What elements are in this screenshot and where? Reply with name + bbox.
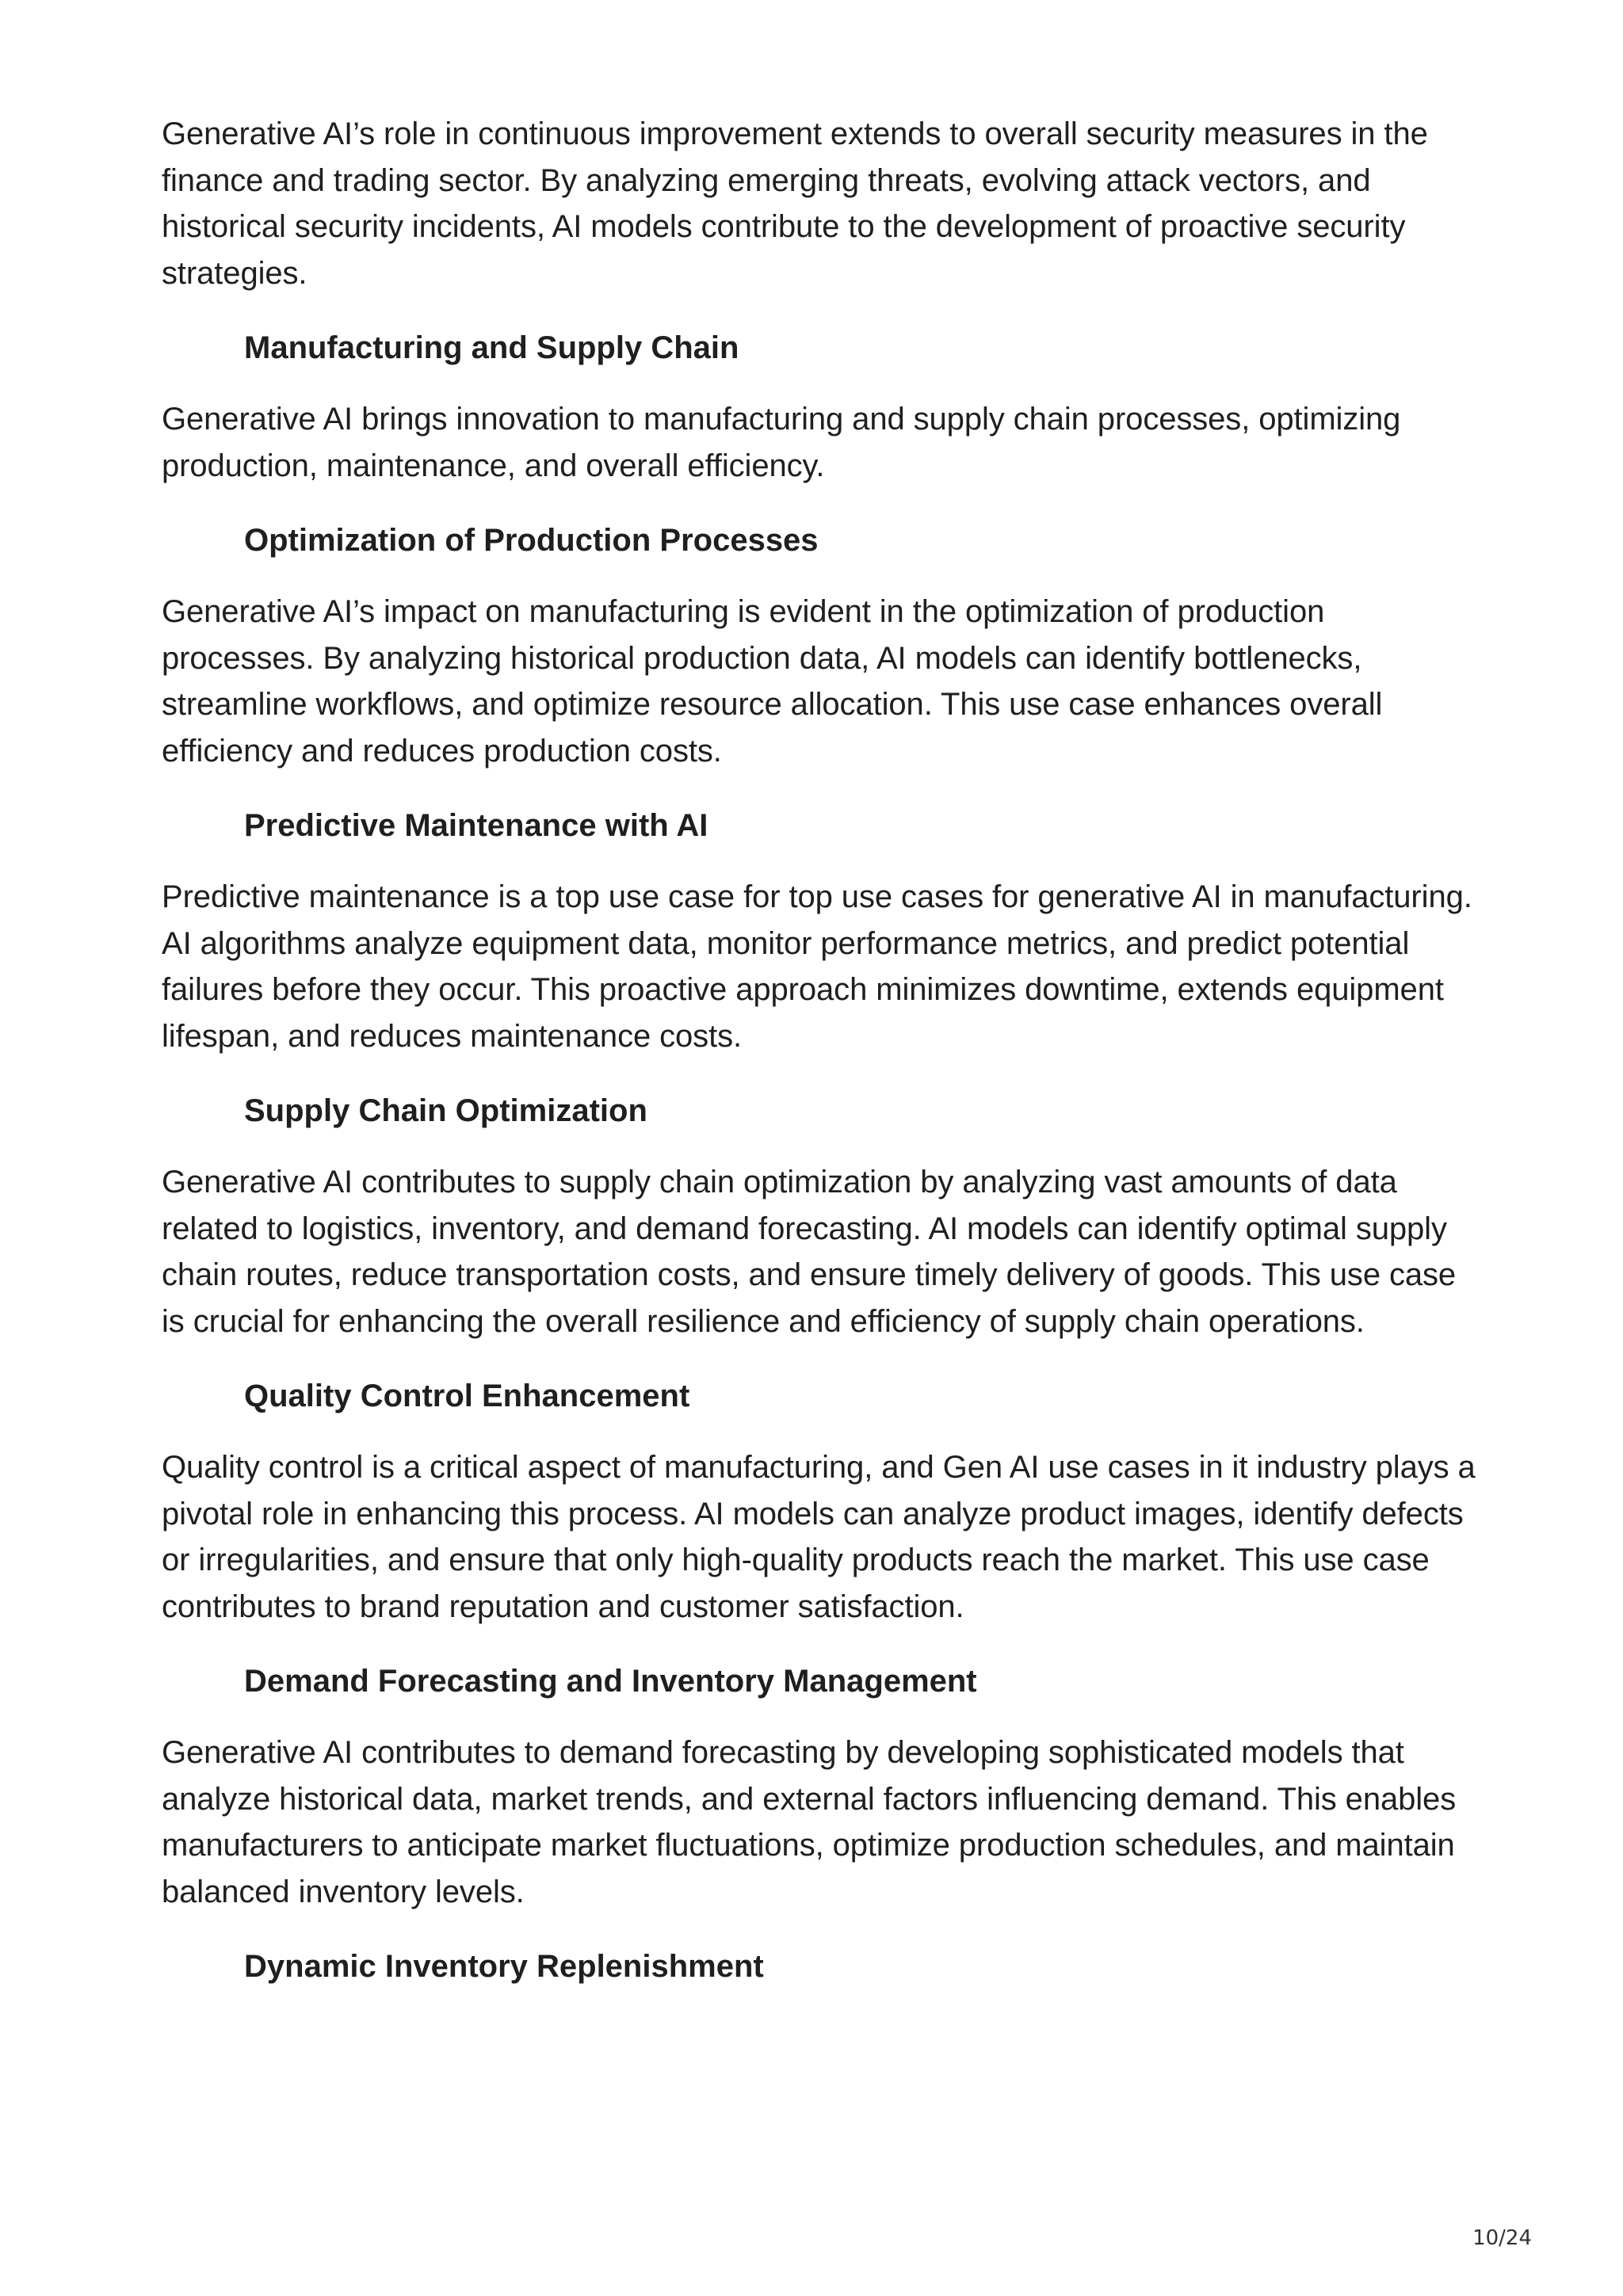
heading-supply-chain-optimization: Supply Chain Optimization [244,1093,647,1128]
heading-predictive-maintenance: Predictive Maintenance with AI [244,808,708,843]
paragraph-quality-control: Quality control is a critical aspect of manufacturing, and Gen AI use cases in it industry plays a pivotal role in enhancing this process. AI models can analyze product images, identify defects or irregularities, and ensure that only high-quality products reach the market. This use case contributes to brand reputation and customer satisfaction. [162,1450,1476,1624]
paragraph-supply-chain-optimization: Generative AI contributes to supply chain optimization by analyzing vast amounts of data related to logistics, inventory, and demand forecasting. AI models can identify optimal supply chain routes, reduce transportation costs, and ensure timely delivery of goods. This use case is crucial for enhancing the overall resilience and efficiency of supply chain operations. [162,1165,1457,1339]
heading-production-optimization: Optimization of Production Processes [244,523,819,558]
heading-quality-control: Quality Control Enhancement [244,1379,690,1413]
paragraph-production-optimization: Generative AI’s impact on manufacturing is evident in the optimization of production processes. By analyzing historical production data, AI models can identify bottlenecks, streamline workflows, and optimize resource allocation. This use case enhances overall efficiency and reduces production costs. [162,594,1383,769]
heading-inventory-replenishment: Dynamic Inventory Replenishment [244,1949,764,1984]
paragraph-manufacturing-intro: Generative AI brings innovation to manufacturing and supply chain processes, optimizing production, maintenance, and overall efficiency. [162,402,1401,483]
page-number: 10/24 [1472,2226,1532,2250]
paragraph-security-improvement: Generative AI’s role in continuous improvement extends to overall security measures in the finance and trading sector. By analyzing emerging threats, evolving attack vectors, and historical security incidents, AI models contribute to the development of proactive security strategies. [162,116,1428,291]
paragraph-predictive-maintenance: Predictive maintenance is a top use case for top use cases for generative AI in manufacturing. AI algorithms analyze equipment data, monitor performance metrics, and predict potential failures before they occur. This proactive approach minimizes downtime, extends equipment lifespan, and reduces maintenance costs. [162,879,1472,1054]
heading-demand-forecasting: Demand Forecasting and Inventory Management [244,1664,977,1699]
document-body [162,111,1477,2015]
paragraph-demand-forecasting: Generative AI contributes to demand forecasting by developing sophisticated models that analyze historical data, market trends, and external factors influencing demand. This enables manufacturers to anticipate market fluctuations, optimize production schedules, and maintain balanced inventory levels. [162,1735,1457,1909]
heading-manufacturing-supply-chain: Manufacturing and Supply Chain [244,330,739,365]
